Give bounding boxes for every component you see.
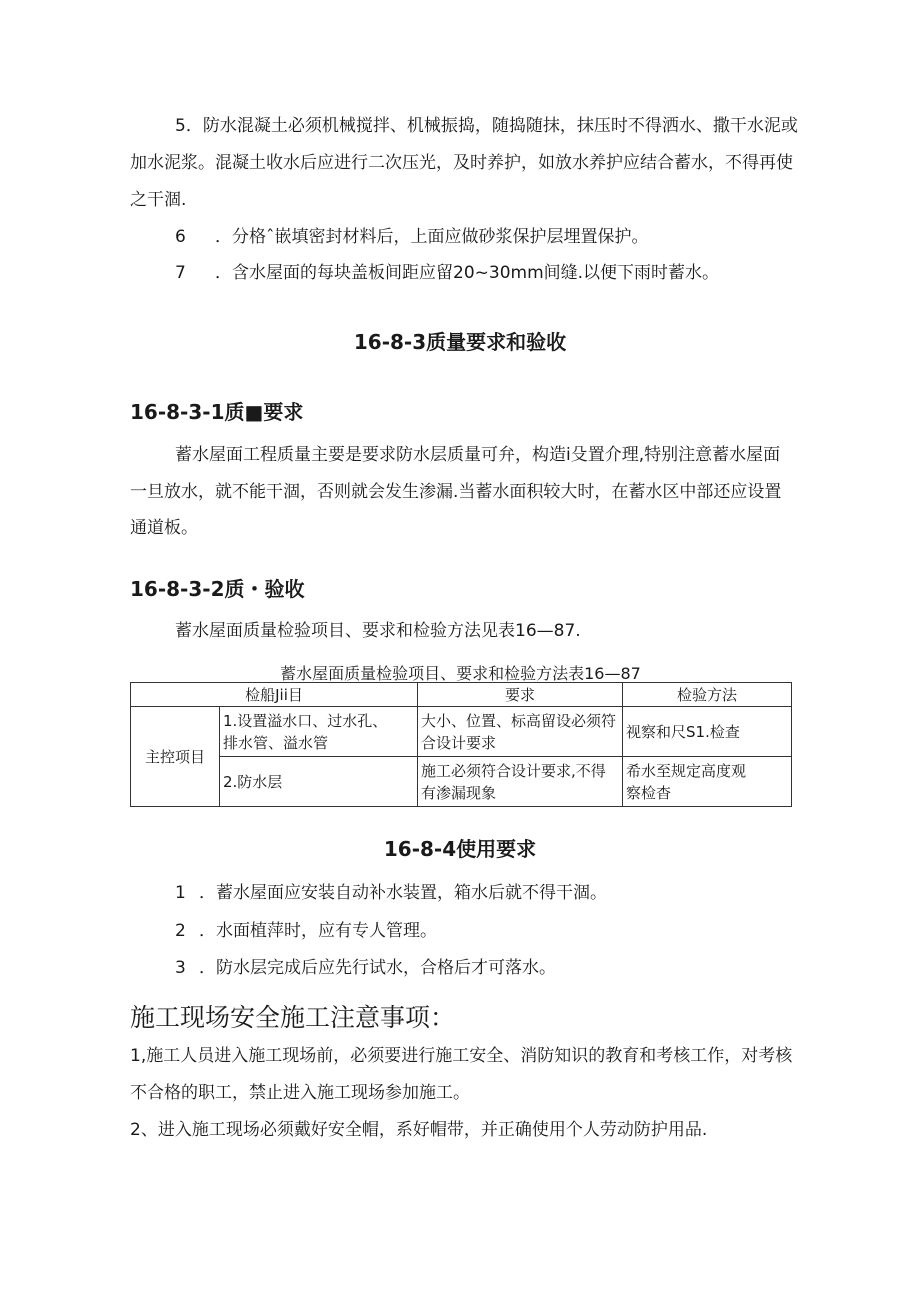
requirements-line2: 一旦放水，就不能干涸，否则就会发生渗漏.当蓄水面积较大时，在蓄水区中部还应设置 <box>130 482 782 502</box>
usage-item-text: ．水面植萍时，应有专人管理。 <box>199 921 437 941</box>
usage-item-2 <box>175 920 437 942</box>
item5-line1: 5．防水混凝土必须机械搅拌、机械振捣，随捣随抹，抹压时不得洒水、撒干水泥或 <box>175 116 798 136</box>
cell-line: 合设计要求 <box>421 733 497 752</box>
table-cell-item <box>220 707 418 757</box>
subsection-title-requirements: 16-8-3-1质■要求 <box>130 400 304 424</box>
table-group-main-control: 主控项目 <box>131 707 220 807</box>
item5-line3: 之干涸. <box>130 190 187 210</box>
usage-item-number: 2 <box>175 921 186 941</box>
table-header-item: 检船Jii目 <box>131 683 418 707</box>
table-cell-method <box>623 757 792 807</box>
cell-line: 有渗漏现象 <box>421 783 497 802</box>
table-cell-method <box>623 707 792 757</box>
item7 <box>175 262 719 284</box>
table-header-requirement: 要求 <box>418 683 623 707</box>
cell-line: 察检杳 <box>626 783 672 802</box>
table-cell-item <box>220 757 418 807</box>
requirements-line3: 通道板。 <box>130 518 198 538</box>
safety-p1-line1: 1,施工人员进入施工现场前，必须要进行施工安全、消防知识的教育和考核工作，对考核 <box>130 1046 793 1066</box>
table-header-row <box>131 683 792 707</box>
cell-line: 视察和尺S1.检查 <box>626 722 740 741</box>
usage-item-3 <box>175 957 556 979</box>
item6-text: ．分格ˆ嵌填密封材料后，上面应做砂浆保护层埋置保护。 <box>215 227 649 247</box>
item6 <box>175 226 649 248</box>
cell-line: 大小、位置、标高留设必须符 <box>421 711 617 730</box>
item7-text: ．含水屋面的每块盖板间距应留20~30mm间缝.以便下雨时蓄水。 <box>215 263 720 283</box>
cell-line: 排水管、溢水管 <box>223 733 329 752</box>
item6-number: 6 <box>175 227 186 247</box>
usage-item-number: 1 <box>175 883 186 903</box>
table-cell-requirement <box>418 707 623 757</box>
cell-line: 施工必须符合设计要求,不得 <box>421 761 606 780</box>
quality-inspection-table <box>130 682 792 807</box>
cell-line: 1.设置溢水口、过水孔、 <box>223 711 388 730</box>
safety-p2: 2、进入施工现场必须戴好安全帽，系好帽带，并正确使用个人劳动防护用品. <box>130 1120 708 1140</box>
requirements-line1: 蓄水屋面工程质量主要是要求防水层质量可弁，构造i殳置介理,特别注意蓄水屋面 <box>175 445 781 465</box>
section-title-usage: 16-8-4使用要求 <box>383 837 537 861</box>
safety-p1-line2: 不合格的职工，禁止进入施工现场参加施工。 <box>130 1083 470 1103</box>
usage-item-number: 3 <box>175 958 186 978</box>
usage-item-text: ．防水层完成后应先行试水，合格后才可落水。 <box>199 958 556 978</box>
acceptance-line1: 蓄水屋面质量检验项目、要求和检验方法见表16—87. <box>175 621 581 641</box>
section-title-quality: 16-8-3质量要求和验收 <box>353 330 567 354</box>
cell-line: 2.防水层 <box>223 772 283 791</box>
usage-item-1 <box>175 882 607 904</box>
table-row <box>131 757 792 807</box>
safety-title: 施工现场安全施工注意事项： <box>130 1003 456 1032</box>
item5-line2: 加水泥浆。混凝土收水后应进行二次压光，及时养护，如放水养护应结合蓄水，不得再使 <box>130 153 793 173</box>
table-cell-requirement <box>418 757 623 807</box>
item7-number: 7 <box>175 263 186 283</box>
usage-item-text: ．蓄水屋面应安装自动补水装置，箱水后就不得干涸。 <box>199 883 607 903</box>
table-row <box>131 707 792 757</box>
table-header-method: 检验方法 <box>623 683 792 707</box>
table-caption: 蓄水屋面质量检验项目、要求和检验方法表16—87 <box>280 664 641 683</box>
subsection-title-acceptance: 16-8-3-2质・验收 <box>130 577 305 601</box>
cell-line: 希水至规定高度观 <box>626 761 747 780</box>
